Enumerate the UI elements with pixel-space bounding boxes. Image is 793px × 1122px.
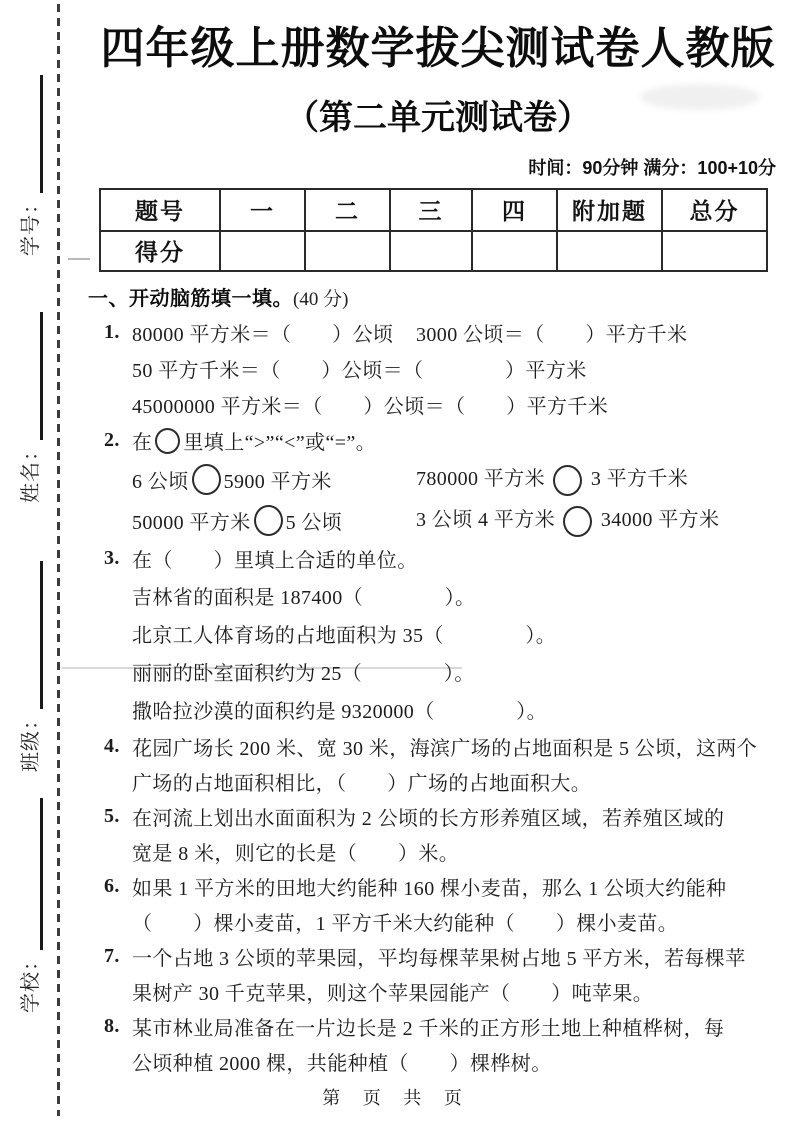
question-3-intro — [104, 541, 788, 577]
question-7-line-2: 果树产 30 千克苹果，则这个苹果园能产（ ）吨苹果。 — [132, 982, 654, 1005]
student-id-fill-line — [17, 75, 43, 193]
question-1-line-1b: 3000 公顷＝（ ）平方千米 — [416, 324, 688, 347]
question-5 — [104, 799, 788, 869]
comparison-circle — [155, 428, 180, 454]
exam-meta: 时间：90分钟 满分：100+10分 — [528, 157, 776, 178]
question-1-line-3: 45000000 平方米＝（ ）公顷＝（ ）平方千米 — [132, 396, 609, 419]
question-3-line-3: 丽丽的卧室面积约为 25（ ）。 — [132, 663, 475, 686]
school-fill-line — [17, 798, 43, 950]
question-6-number: 6. — [104, 874, 120, 897]
question-3-line-1: 吉林省的面积是 187400（ ）。 — [132, 587, 476, 610]
question-1-number: 1. — [104, 321, 120, 344]
question-1-line-2: 50 平方千米＝（ ）公顷＝（ ）平方米 — [132, 360, 587, 383]
question-7-text-1: 一个占地 3 公顷的苹果园，平均每棵苹果树占地 5 平方米，若每棵苹 — [132, 947, 746, 970]
question-2 — [104, 423, 788, 541]
score-cell-2 — [305, 231, 390, 271]
question-7 — [104, 939, 788, 1009]
question-8-line-1 — [104, 1009, 788, 1044]
score-header-1: 一 — [220, 189, 305, 231]
score-table-header-row — [100, 189, 767, 231]
question-8 — [104, 1009, 788, 1079]
score-table-score-row — [100, 231, 767, 271]
comparison-circle — [254, 505, 283, 536]
question-5-line-2: 宽是 8 米，则它的长是（ ）米。 — [132, 842, 460, 865]
question-2-intro-post: 里填上“>”“<”或“=”。 — [183, 432, 377, 455]
question-3-intro-text: 在（ ）里填上合适的单位。 — [132, 550, 418, 573]
class-fill-line — [17, 561, 43, 709]
question-list — [88, 315, 788, 1079]
question-2-row-1 — [104, 459, 788, 500]
score-header-question: 题号 — [100, 189, 220, 231]
scan-artifact-tick — [68, 258, 90, 260]
paper-title: 四年级上册数学拔尖测试卷人教版 — [100, 24, 776, 73]
name-label: 姓名： — [20, 440, 42, 503]
question-1-line-1a: 80000 平方米＝（ ）公顷 — [132, 324, 394, 347]
score-row-label: 得分 — [100, 231, 220, 271]
question-5-line-1 — [104, 799, 788, 834]
question-4-number: 4. — [104, 734, 120, 757]
question-6-line-2: （ ）棵小麦苗，1 平方千米大约能种（ ）棵小麦苗。 — [132, 912, 679, 935]
score-header-extra: 附加题 — [557, 189, 662, 231]
score-cell-4 — [472, 231, 557, 271]
comparison-item-2-right: 3 平方千米 — [590, 468, 689, 491]
margin-field-class — [14, 561, 43, 772]
paper-content — [88, 0, 788, 1079]
comparison-circle — [563, 506, 592, 537]
score-header-4: 四 — [472, 189, 557, 231]
score-header-total: 总分 — [662, 189, 767, 231]
comparison-item-1-right: 5900 平方米 — [223, 470, 332, 493]
question-5-number: 5. — [104, 804, 120, 827]
score-cell-3 — [390, 231, 472, 271]
comparison-item-4 — [416, 503, 719, 537]
score-cell-1 — [220, 231, 305, 271]
question-6-line-1 — [104, 869, 788, 904]
question-2-intro-pre: 在 — [132, 432, 153, 455]
score-cell-extra — [557, 231, 662, 271]
question-3 — [104, 541, 788, 729]
question-2-number: 2. — [104, 429, 120, 452]
question-4 — [104, 729, 788, 799]
score-table — [99, 188, 768, 272]
section-one-points: (40 分) — [293, 288, 349, 310]
question-4-line-2: 广场的占地面积相比，（ ）广场的占地面积大。 — [132, 772, 592, 795]
question-7-number: 7. — [104, 944, 120, 967]
student-id-label: 学号： — [20, 193, 42, 256]
score-cell-total — [662, 231, 767, 271]
question-3-number: 3. — [104, 547, 120, 570]
comparison-item-4-right: 34000 平方米 — [600, 509, 720, 532]
question-7-line-1 — [104, 939, 788, 974]
comparison-item-2-left: 780000 平方米 — [416, 468, 545, 491]
question-3-line-4: 撒哈拉沙漠的面积约是 9320000（ ）。 — [132, 701, 547, 724]
school-label: 学校： — [20, 950, 42, 1013]
comparison-item-3-right: 5 公顷 — [285, 511, 343, 534]
margin-field-student-id — [14, 75, 43, 256]
question-6-text-1: 如果 1 平方米的田地大约能种 160 棵小麦苗，那么 1 公顷大约能种 — [132, 877, 727, 900]
question-4-line-1 — [104, 729, 788, 764]
class-label: 班级： — [20, 709, 42, 772]
paper-subtitle: （第二单元测试卷） — [285, 98, 591, 137]
question-3-line-2: 北京工人体育场的占地面积为 35（ ）。 — [132, 625, 557, 648]
question-1-line-1 — [104, 315, 788, 351]
question-4-text-1: 花园广场长 200 米、宽 30 米，海滨广场的占地面积是 5 公顷，这两个 — [132, 737, 758, 760]
comparison-circle — [192, 464, 221, 495]
score-header-2: 二 — [305, 189, 390, 231]
comparison-item-3-left: 50000 平方米 — [132, 511, 251, 534]
section-one-title: 一、开动脑筋填一填。 — [88, 287, 293, 310]
comparison-item-3 — [132, 505, 416, 536]
question-8-number: 8. — [104, 1014, 120, 1037]
page-footer: 第 页 共 页 — [322, 1088, 471, 1108]
comparison-circle — [553, 465, 582, 496]
question-1 — [104, 315, 788, 423]
question-6 — [104, 869, 788, 939]
comparison-item-1-left: 6 公顷 — [132, 470, 189, 493]
question-8-line-2: 公顷种植 2000 棵，共能种植（ ）棵桦树。 — [132, 1052, 552, 1075]
comparison-item-2 — [416, 462, 688, 496]
question-8-text-1: 某市林业局准备在一片边长是 2 千米的正方形土地上种植桦树，每 — [132, 1017, 725, 1040]
binding-dashed-line — [57, 4, 60, 1116]
question-2-intro — [104, 423, 788, 459]
margin-field-name — [14, 312, 43, 503]
section-one-heading — [88, 282, 788, 311]
score-header-3: 三 — [390, 189, 472, 231]
comparison-item-4-left: 3 公顷 4 平方米 — [416, 509, 555, 532]
name-fill-line — [17, 312, 43, 440]
question-5-text-1: 在河流上划出水面面积为 2 公顷的长方形养殖区域，若养殖区域的 — [132, 807, 725, 830]
comparison-item-1 — [132, 464, 416, 495]
margin-field-school — [14, 798, 43, 1013]
question-2-row-2 — [104, 500, 788, 541]
